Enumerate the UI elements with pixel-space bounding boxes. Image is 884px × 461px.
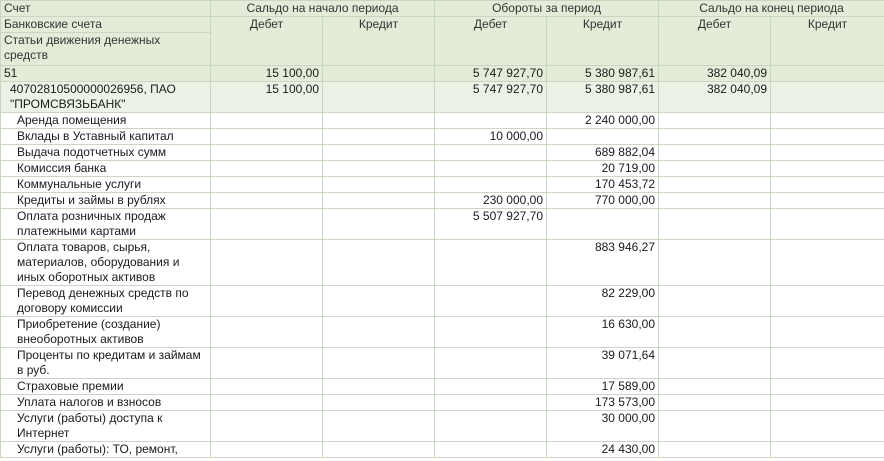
header-cb-debit: Дебет (659, 17, 771, 66)
cell-t-credit: 770 000,00 (547, 193, 659, 209)
header-ob-debit: Дебет (211, 17, 323, 66)
cell-cb-credit (771, 317, 884, 348)
cell-ob-credit (323, 82, 435, 113)
cell-cb-credit (771, 442, 884, 458)
cell-cb-debit (659, 129, 771, 145)
row-name: Оплата товаров, сырья, материалов, оборудования и иных оборотных активов (1, 240, 211, 286)
cell-t-debit (435, 317, 547, 348)
cell-ob-debit (211, 209, 323, 240)
cell-cb-credit (771, 209, 884, 240)
header-opening-balance: Сальдо на начало периода (211, 1, 435, 17)
header-cash-flow: Статьи движения денежных средств (1, 33, 211, 66)
cell-cb-credit (771, 129, 884, 145)
cell-ob-credit (323, 317, 435, 348)
bank-account-row[interactable] (1, 82, 884, 113)
cell-cb-credit (771, 240, 884, 286)
row-name: Уплата налогов и взносов (1, 395, 211, 411)
table-row[interactable] (1, 442, 884, 458)
cell-ob-credit (323, 113, 435, 129)
table-row[interactable] (1, 129, 884, 145)
table-row[interactable] (1, 113, 884, 129)
cell-cb-debit: 382 040,09 (659, 82, 771, 113)
header-bank-accounts: Банковские счета (1, 17, 211, 33)
cell-cb-debit (659, 177, 771, 193)
table-row[interactable] (1, 348, 884, 379)
table-row[interactable] (1, 177, 884, 193)
cell-ob-credit (323, 442, 435, 458)
cell-ob-credit (323, 348, 435, 379)
cell-cb-credit (771, 286, 884, 317)
table-row[interactable] (1, 145, 884, 161)
header-cb-credit: Кредит (771, 17, 884, 66)
cell-t-credit: 5 380 987,61 (547, 66, 659, 82)
table-row[interactable] (1, 193, 884, 209)
cell-t-debit (435, 161, 547, 177)
cell-ob-debit (211, 348, 323, 379)
row-name: Услуги (работы) доступа к Интернет (1, 411, 211, 442)
cell-cb-debit (659, 317, 771, 348)
cell-cb-debit (659, 193, 771, 209)
cell-ob-debit (211, 177, 323, 193)
cell-cb-credit (771, 113, 884, 129)
table-row[interactable] (1, 411, 884, 442)
cell-cb-debit (659, 113, 771, 129)
cell-cb-credit (771, 395, 884, 411)
row-name: Комиссия банка (1, 161, 211, 177)
cell-t-debit (435, 113, 547, 129)
cell-t-credit: 170 453,72 (547, 177, 659, 193)
cell-t-credit: 17 589,00 (547, 379, 659, 395)
cell-t-credit: 689 882,04 (547, 145, 659, 161)
cell-cb-credit (771, 145, 884, 161)
row-name: Выдача подотчетных сумм (1, 145, 211, 161)
cell-ob-debit (211, 286, 323, 317)
cell-cb-debit (659, 442, 771, 458)
header-t-debit: Дебет (435, 17, 547, 66)
row-name: 40702810500000026956, ПАО "ПРОМСВЯЗЬБАНК" (1, 82, 211, 113)
account-row[interactable] (1, 66, 884, 82)
cell-cb-credit (771, 411, 884, 442)
row-name: Перевод денежных средств по договору комиссии (1, 286, 211, 317)
cell-cb-debit (659, 145, 771, 161)
cell-t-credit: 883 946,27 (547, 240, 659, 286)
cell-ob-debit (211, 129, 323, 145)
cell-ob-debit (211, 442, 323, 458)
table-row[interactable] (1, 379, 884, 395)
row-name: Кредиты и займы в рублях (1, 193, 211, 209)
cell-t-debit: 5 747 927,70 (435, 82, 547, 113)
cell-t-credit: 16 630,00 (547, 317, 659, 348)
header-row-1 (1, 1, 884, 17)
cell-t-credit: 5 380 987,61 (547, 82, 659, 113)
row-name: Вклады в Уставный капитал (1, 129, 211, 145)
cell-cb-debit: 382 040,09 (659, 66, 771, 82)
cell-cb-debit (659, 348, 771, 379)
cell-ob-debit (211, 161, 323, 177)
cell-ob-credit (323, 161, 435, 177)
cell-ob-debit (211, 240, 323, 286)
cell-t-debit (435, 240, 547, 286)
cell-cb-debit (659, 395, 771, 411)
cell-cb-credit (771, 193, 884, 209)
row-name: Приобретение (создание) внеоборотных активов (1, 317, 211, 348)
cell-ob-debit (211, 145, 323, 161)
cell-ob-credit (323, 209, 435, 240)
cell-t-credit (547, 129, 659, 145)
row-name: 51 (1, 66, 211, 82)
cell-ob-debit: 15 100,00 (211, 66, 323, 82)
cell-t-credit: 39 071,64 (547, 348, 659, 379)
table-row[interactable] (1, 240, 884, 286)
header-account: Счет (1, 1, 211, 17)
header-closing-balance: Сальдо на конец периода (659, 1, 884, 17)
cell-t-credit (547, 209, 659, 240)
cell-t-credit: 20 719,00 (547, 161, 659, 177)
cell-cb-credit (771, 177, 884, 193)
cell-t-debit: 230 000,00 (435, 193, 547, 209)
cell-ob-debit (211, 379, 323, 395)
cell-cb-debit (659, 286, 771, 317)
cell-t-debit (435, 145, 547, 161)
cell-t-debit (435, 286, 547, 317)
cell-cb-debit (659, 379, 771, 395)
cell-ob-debit (211, 395, 323, 411)
row-name: Услуги (работы): ТО, ремонт, (1, 442, 211, 458)
cell-ob-credit (323, 395, 435, 411)
cell-t-credit: 24 430,00 (547, 442, 659, 458)
cell-cb-credit (771, 82, 884, 113)
header-ob-credit: Кредит (323, 17, 435, 66)
row-name: Коммунальные услуги (1, 177, 211, 193)
row-name: Оплата розничных продаж платежными картами (1, 209, 211, 240)
table-row[interactable] (1, 286, 884, 317)
cell-t-debit (435, 411, 547, 442)
cell-ob-debit: 15 100,00 (211, 82, 323, 113)
row-name: Проценты по кредитам и займам в руб. (1, 348, 211, 379)
cell-t-credit: 173 573,00 (547, 395, 659, 411)
cell-ob-credit (323, 411, 435, 442)
cell-cb-debit (659, 240, 771, 286)
cell-ob-credit (323, 145, 435, 161)
cell-cb-credit (771, 66, 884, 82)
cell-t-debit (435, 177, 547, 193)
cell-t-debit (435, 395, 547, 411)
table-row[interactable] (1, 317, 884, 348)
header-turnover: Обороты за период (435, 1, 659, 17)
cell-t-credit: 30 000,00 (547, 411, 659, 442)
cell-ob-credit (323, 129, 435, 145)
table-row[interactable] (1, 395, 884, 411)
cell-t-credit: 82 229,00 (547, 286, 659, 317)
cell-t-debit (435, 379, 547, 395)
cell-cb-debit (659, 411, 771, 442)
row-name: Страховые премии (1, 379, 211, 395)
cell-ob-debit (211, 411, 323, 442)
cell-t-debit: 10 000,00 (435, 129, 547, 145)
cell-cb-credit (771, 161, 884, 177)
table-row[interactable] (1, 209, 884, 240)
header-t-credit: Кредит (547, 17, 659, 66)
cell-ob-credit (323, 193, 435, 209)
cell-ob-credit (323, 240, 435, 286)
cell-ob-credit (323, 286, 435, 317)
cell-ob-credit (323, 379, 435, 395)
cell-ob-debit (211, 113, 323, 129)
cell-cb-credit (771, 379, 884, 395)
cell-t-debit (435, 442, 547, 458)
cell-t-debit: 5 747 927,70 (435, 66, 547, 82)
cell-cb-debit (659, 209, 771, 240)
table-row[interactable] (1, 161, 884, 177)
cell-ob-credit (323, 66, 435, 82)
cell-cb-credit (771, 348, 884, 379)
header-row-2 (1, 17, 884, 33)
cell-cb-debit (659, 161, 771, 177)
cell-ob-debit (211, 193, 323, 209)
cell-t-credit: 2 240 000,00 (547, 113, 659, 129)
row-name: Аренда помещения (1, 113, 211, 129)
cell-ob-debit (211, 317, 323, 348)
cell-ob-credit (323, 177, 435, 193)
cell-t-debit: 5 507 927,70 (435, 209, 547, 240)
cell-t-debit (435, 348, 547, 379)
